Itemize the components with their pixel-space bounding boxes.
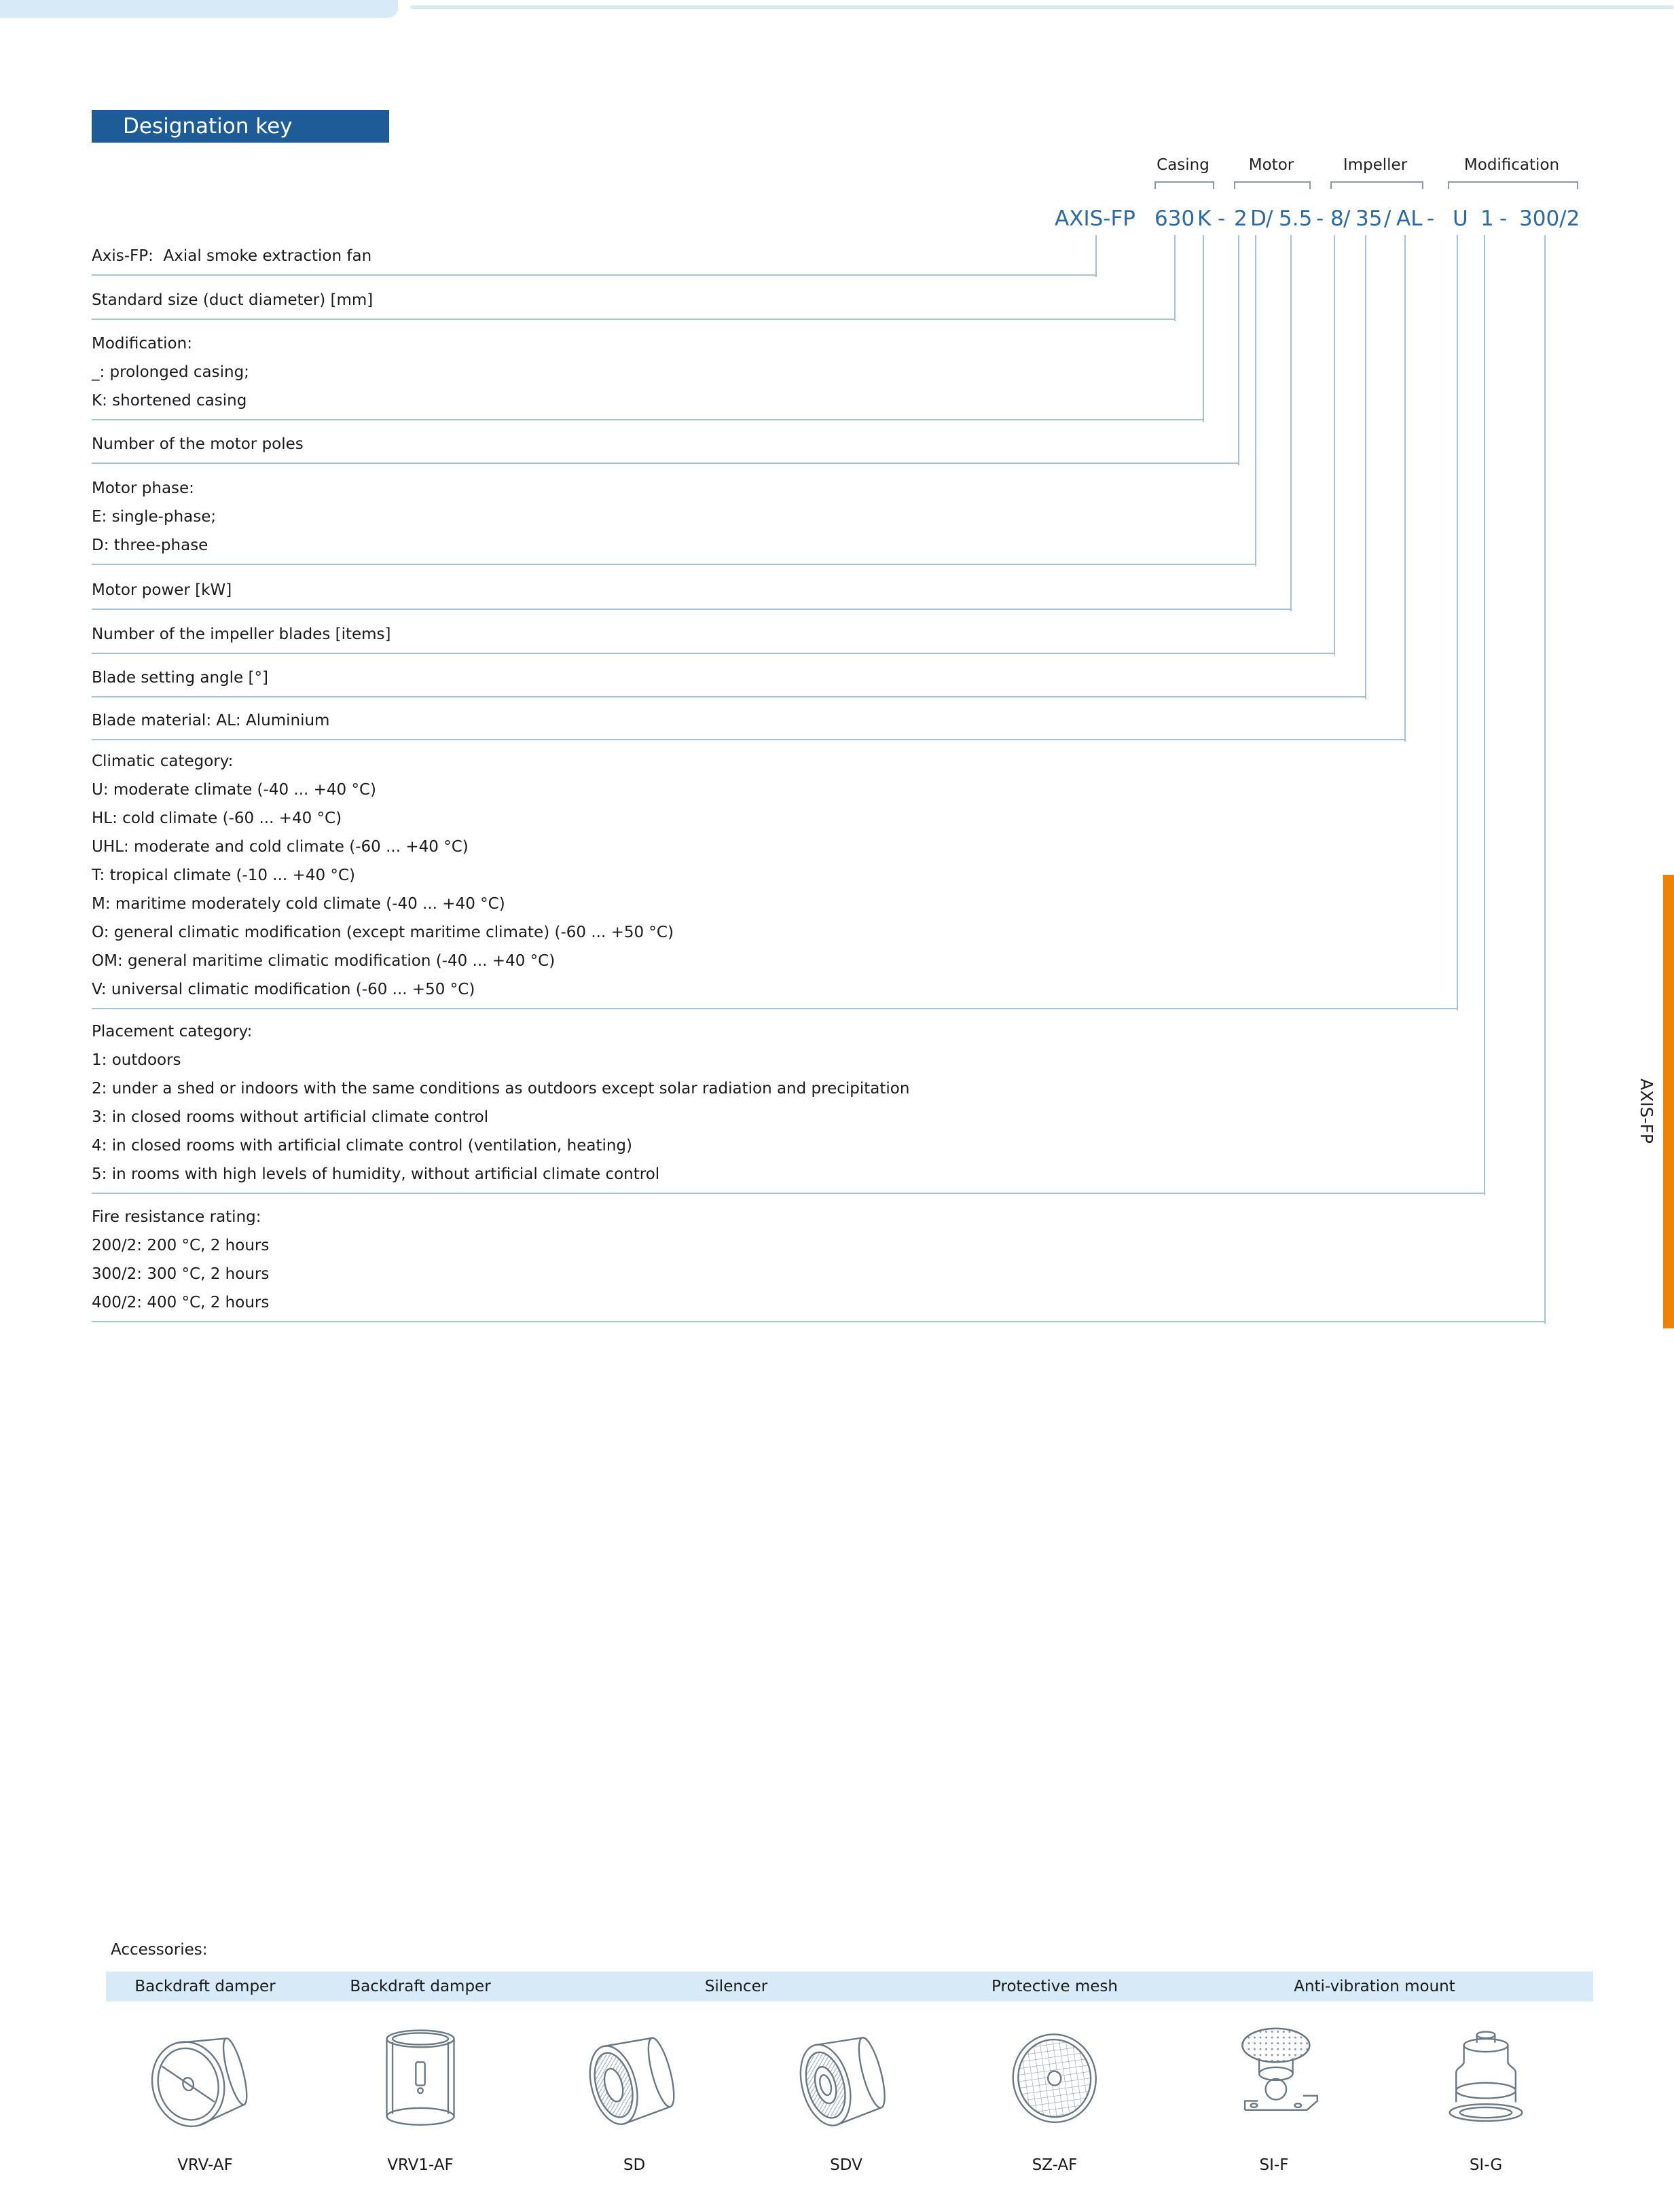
designation-row-line: Standard size (duct diameter) [mm] [92, 291, 374, 309]
designation-row-line: 3: in closed rooms without artificial climate control [92, 1108, 489, 1126]
accessory-group-backdraft-damper-1: Backdraft damper [134, 1978, 276, 1995]
bracket-impeller [1330, 181, 1423, 189]
accessory-group-anti-vibration-mount: Anti-vibration mount [1294, 1978, 1455, 1995]
designation-row-placement [92, 1017, 1485, 1194]
designation-row-line: K: shortened casing [92, 392, 247, 410]
accessory-group-protective-mesh: Protective mesh [991, 1978, 1118, 1995]
leader-line-placement [1484, 235, 1485, 1195]
designation-row-line: Motor phase: [92, 479, 194, 497]
product-image-si-g [1408, 2012, 1564, 2147]
side-accent-bar [1663, 875, 1674, 1328]
leader-line-modification [1203, 235, 1204, 422]
designation-row-angle [92, 664, 1366, 697]
designation-row-size [92, 286, 1176, 320]
leader-line-climate [1457, 235, 1458, 1011]
code-token-series: AXIS-FP [1055, 206, 1135, 231]
designation-row-line: 2: under a shed or indoors with the same conditions as outdoors except solar radiation and precipitation [92, 1080, 910, 1098]
backdraft-damper-vertical-drawing [342, 2012, 498, 2147]
leader-line-angle [1365, 235, 1366, 699]
product-image-sdv [768, 2012, 924, 2147]
product-image-si-f [1196, 2012, 1352, 2147]
leader-line-phase [1255, 235, 1256, 566]
designation-row-fire-rating [92, 1203, 1546, 1322]
designation-row-line: UHL: moderate and cold climate (-60 ... +40 °C) [92, 838, 469, 856]
designation-row-climate [92, 747, 1458, 1009]
designation-row-line: 200/2: 200 °C, 2 hours [92, 1237, 270, 1254]
designation-row-line: Modification: [92, 335, 192, 352]
code-token-casing-mod: K [1197, 206, 1212, 231]
designation-row-line: Motor power [kW] [92, 581, 232, 599]
designation-row-line: 4: in closed rooms with artificial climate control (ventilation, heating) [92, 1137, 633, 1155]
code-group-label-casing: Casing [1157, 156, 1209, 174]
designation-row-line: 1: outdoors [92, 1051, 181, 1069]
top-left-band-decoration [0, 0, 398, 18]
model-label-vrv-af: VRV-AF [177, 2156, 233, 2174]
leader-line-power [1290, 235, 1292, 611]
code-token-material: AL [1396, 206, 1423, 231]
protective-mesh-drawing [977, 2012, 1133, 2147]
designation-row-line: Fire resistance rating: [92, 1208, 261, 1226]
designation-row-line: 300/2: 300 °C, 2 hours [92, 1265, 270, 1283]
code-group-label-motor: Motor [1248, 156, 1294, 174]
designation-row-poles [92, 430, 1239, 464]
code-token-angle: 35 [1355, 206, 1383, 231]
model-label-si-f: SI-F [1259, 2156, 1289, 2174]
leader-line-fire-rating [1544, 235, 1546, 1324]
designation-row-phase [92, 474, 1256, 565]
product-image-sd [556, 2012, 712, 2147]
designation-row-line: OM: general maritime climatic modification (-40 ... +40 °C) [92, 952, 556, 970]
designation-row-line: Number of the motor poles [92, 435, 304, 453]
designation-row-line: O: general climatic modification (except maritime climate) (-60 ... +50 °C) [92, 924, 674, 941]
backdraft-damper-drawing [127, 2012, 283, 2147]
designation-row-line: D: three-phase [92, 537, 208, 554]
designation-row-line: Number of the impeller blades [items] [92, 625, 391, 643]
product-image-sz-af [977, 2012, 1133, 2147]
code-separator: - [1427, 206, 1435, 231]
code-separator: - [1499, 206, 1508, 231]
leader-line-material [1404, 235, 1406, 742]
code-token-placement: 1 [1480, 206, 1494, 231]
designation-row-line: Placement category: [92, 1023, 253, 1040]
page-title-label: Designation key [123, 114, 293, 139]
designation-row-line: V: universal climatic modification (-60 ... +50 °C) [92, 981, 475, 998]
model-label-vrv1-af: VRV1-AF [387, 2156, 454, 2174]
code-separator: - [1316, 206, 1324, 231]
anti-vibration-mount-drawing [1196, 2012, 1352, 2147]
leader-line-poles [1238, 235, 1239, 465]
bracket-casing [1154, 181, 1214, 189]
designation-row-line: _: prolonged casing; [92, 363, 249, 381]
code-token-poles: 2 [1234, 206, 1248, 231]
leader-line-size [1174, 235, 1176, 321]
product-image-vrv1-af [342, 2012, 498, 2147]
rubber-mount-drawing [1408, 2012, 1564, 2147]
code-token-size: 630 [1154, 206, 1195, 231]
designation-row-line: Blade material: AL: Aluminium [92, 712, 330, 729]
designation-row-line: 5: in rooms with high levels of humidity, without artificial climate control [92, 1165, 660, 1183]
code-token-power: 5.5 [1279, 206, 1313, 231]
accessory-group-silencer: Silencer [704, 1978, 768, 1995]
accessories-heading: Accessories: [111, 1941, 208, 1959]
designation-row-line: HL: cold climate (-60 ... +40 °C) [92, 810, 342, 827]
designation-row-series [92, 242, 1097, 276]
designation-row-line: U: moderate climate (-40 ... +40 °C) [92, 781, 377, 799]
code-separator: / [1266, 206, 1273, 231]
side-tab-label: AXIS-FP [1637, 1078, 1656, 1144]
code-group-label-modification: Modification [1463, 156, 1560, 174]
product-image-vrv-af [127, 2012, 283, 2147]
leader-line-blades [1334, 235, 1335, 655]
code-separator: - [1218, 206, 1226, 231]
bracket-motor [1234, 181, 1311, 189]
model-label-sz-af: SZ-AF [1032, 2156, 1078, 2174]
code-group-label-impeller: Impeller [1343, 156, 1408, 174]
model-label-sdv: SDV [830, 2156, 862, 2174]
code-separator: / [1384, 206, 1391, 231]
code-separator: / [1343, 206, 1351, 231]
designation-row-line: 400/2: 400 °C, 2 hours [92, 1294, 270, 1311]
designation-row-modification [92, 329, 1204, 420]
model-label-si-g: SI-G [1469, 2156, 1503, 2174]
model-label-sd: SD [623, 2156, 646, 2174]
designation-row-power [92, 576, 1292, 610]
silencer-pod-drawing [768, 2012, 924, 2147]
top-rule-decoration [410, 5, 1674, 9]
designation-row-line: Blade setting angle [°] [92, 669, 268, 687]
code-token-fire-rating: 300/2 [1519, 206, 1580, 231]
code-token-climate: U [1453, 206, 1468, 231]
designation-row-material [92, 706, 1406, 740]
designation-row-line: Axis-FP: Axial smoke extraction fan [92, 247, 372, 265]
silencer-drawing [556, 2012, 712, 2147]
designation-row-blades [92, 620, 1335, 654]
designation-row-line: M: maritime moderately cold climate (-40 ... +40 °C) [92, 895, 505, 913]
accessory-group-backdraft-damper-2: Backdraft damper [350, 1978, 491, 1995]
code-token-phase: D [1250, 206, 1267, 231]
code-token-blades: 8 [1330, 206, 1344, 231]
designation-row-line: Climatic category: [92, 753, 234, 770]
leader-line-series [1095, 235, 1097, 277]
page-title [92, 110, 389, 143]
designation-row-line: T: tropical climate (-10 ... +40 °C) [92, 867, 355, 884]
designation-row-line: E: single-phase; [92, 508, 217, 526]
bracket-modification [1448, 181, 1578, 189]
